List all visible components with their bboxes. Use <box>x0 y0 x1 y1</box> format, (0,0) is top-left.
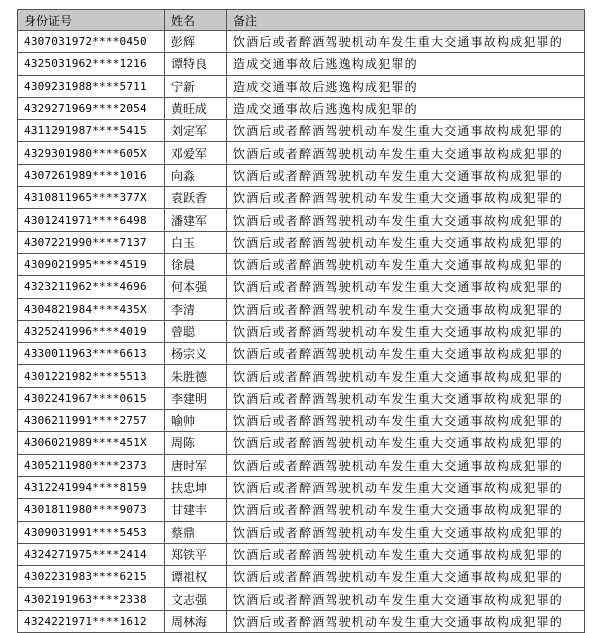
id-cell: 4301221982****5513 <box>18 365 165 387</box>
note-cell: 饮酒后或者醉酒驾驶机动车发生重大交通事故构成犯罪的 <box>227 253 585 275</box>
table-row <box>18 253 585 275</box>
note-cell: 饮酒后或者醉酒驾驶机动车发生重大交通事故构成犯罪的 <box>227 276 585 298</box>
name-cell: 唐时军 <box>165 454 227 476</box>
name-cell: 徐晨 <box>165 253 227 275</box>
table-row <box>18 142 585 164</box>
header-row <box>18 10 585 31</box>
id-cell: 4302231983****6215 <box>18 566 165 588</box>
name-cell: 刘定军 <box>165 120 227 142</box>
id-cell: 4329271969****2054 <box>18 97 165 119</box>
note-cell: 饮酒后或者醉酒驾驶机动车发生重大交通事故构成犯罪的 <box>227 231 585 253</box>
header-note: 备注 <box>227 10 585 31</box>
name-cell: 郑铁平 <box>165 543 227 565</box>
id-cell: 4304821984****435X <box>18 298 165 320</box>
name-cell: 宁新 <box>165 75 227 97</box>
table-row <box>18 298 585 320</box>
table-row <box>18 343 585 365</box>
note-cell: 饮酒后或者醉酒驾驶机动车发生重大交通事故构成犯罪的 <box>227 187 585 209</box>
id-cell: 4323211962****4696 <box>18 276 165 298</box>
name-cell: 向淼 <box>165 164 227 186</box>
table-row <box>18 566 585 588</box>
note-cell: 饮酒后或者醉酒驾驶机动车发生重大交通事故构成犯罪的 <box>227 164 585 186</box>
id-cell: 4307261989****1016 <box>18 164 165 186</box>
note-cell: 饮酒后或者醉酒驾驶机动车发生重大交通事故构成犯罪的 <box>227 610 585 632</box>
table-row <box>18 120 585 142</box>
name-cell: 白玉 <box>165 231 227 253</box>
note-cell: 饮酒后或者醉酒驾驶机动车发生重大交通事故构成犯罪的 <box>227 521 585 543</box>
note-cell: 饮酒后或者醉酒驾驶机动车发生重大交通事故构成犯罪的 <box>227 432 585 454</box>
table-row <box>18 75 585 97</box>
table-header <box>18 10 585 31</box>
name-cell: 杨宗义 <box>165 343 227 365</box>
name-cell: 曾聪 <box>165 320 227 342</box>
name-cell: 文志强 <box>165 588 227 610</box>
note-cell: 饮酒后或者醉酒驾驶机动车发生重大交通事故构成犯罪的 <box>227 543 585 565</box>
table-row <box>18 187 585 209</box>
id-cell: 4309231988****5711 <box>18 75 165 97</box>
table-row <box>18 543 585 565</box>
id-cell: 4311291987****5415 <box>18 120 165 142</box>
table-row <box>18 521 585 543</box>
id-cell: 4307031972****0450 <box>18 31 165 53</box>
table-row <box>18 410 585 432</box>
id-cell: 4307221990****7137 <box>18 231 165 253</box>
note-cell: 饮酒后或者醉酒驾驶机动车发生重大交通事故构成犯罪的 <box>227 120 585 142</box>
note-cell: 饮酒后或者醉酒驾驶机动车发生重大交通事故构成犯罪的 <box>227 365 585 387</box>
id-cell: 4325031962****1216 <box>18 53 165 75</box>
note-cell: 造成交通事故后逃逸构成犯罪的 <box>227 53 585 75</box>
name-cell: 何本强 <box>165 276 227 298</box>
table-row <box>18 588 585 610</box>
name-cell: 袁跃香 <box>165 187 227 209</box>
table-row <box>18 53 585 75</box>
name-cell: 甘建丰 <box>165 499 227 521</box>
id-cell: 4324271975****2414 <box>18 543 165 565</box>
id-cell: 4310811965****377X <box>18 187 165 209</box>
table-row <box>18 610 585 632</box>
id-cell: 4306021989****451X <box>18 432 165 454</box>
record-sheet <box>17 9 584 633</box>
note-cell: 饮酒后或者醉酒驾驶机动车发生重大交通事故构成犯罪的 <box>227 343 585 365</box>
note-cell: 饮酒后或者醉酒驾驶机动车发生重大交通事故构成犯罪的 <box>227 499 585 521</box>
name-cell: 黄旺成 <box>165 97 227 119</box>
note-cell: 饮酒后或者醉酒驾驶机动车发生重大交通事故构成犯罪的 <box>227 209 585 231</box>
name-cell: 扶忠坤 <box>165 476 227 498</box>
table-row <box>18 499 585 521</box>
note-cell: 造成交通事故后逃逸构成犯罪的 <box>227 97 585 119</box>
id-cell: 4325241996****4019 <box>18 320 165 342</box>
id-cell: 4309021995****4519 <box>18 253 165 275</box>
name-cell: 周林海 <box>165 610 227 632</box>
id-cell: 4330011963****6613 <box>18 343 165 365</box>
id-cell: 4306211991****2757 <box>18 410 165 432</box>
name-cell: 李建明 <box>165 387 227 409</box>
name-cell: 李清 <box>165 298 227 320</box>
table-row <box>18 365 585 387</box>
name-cell: 喻帅 <box>165 410 227 432</box>
header-name: 姓名 <box>165 10 227 31</box>
id-cell: 4305211980****2373 <box>18 454 165 476</box>
id-cell: 4301241971****6498 <box>18 209 165 231</box>
note-cell: 饮酒后或者醉酒驾驶机动车发生重大交通事故构成犯罪的 <box>227 410 585 432</box>
note-cell: 饮酒后或者醉酒驾驶机动车发生重大交通事故构成犯罪的 <box>227 31 585 53</box>
name-cell: 谭特良 <box>165 53 227 75</box>
note-cell: 饮酒后或者醉酒驾驶机动车发生重大交通事故构成犯罪的 <box>227 142 585 164</box>
note-cell: 饮酒后或者醉酒驾驶机动车发生重大交通事故构成犯罪的 <box>227 588 585 610</box>
table-row <box>18 31 585 53</box>
id-cell: 4309031991****5453 <box>18 521 165 543</box>
note-cell: 饮酒后或者醉酒驾驶机动车发生重大交通事故构成犯罪的 <box>227 566 585 588</box>
id-cell: 4329301980****605X <box>18 142 165 164</box>
id-cell: 4301811980****9073 <box>18 499 165 521</box>
table-body <box>18 31 585 633</box>
name-cell: 蔡鼎 <box>165 521 227 543</box>
table-row <box>18 276 585 298</box>
header-id-number: 身份证号 <box>18 10 165 31</box>
table-row <box>18 231 585 253</box>
id-cell: 4302241967****0615 <box>18 387 165 409</box>
note-cell: 饮酒后或者醉酒驾驶机动车发生重大交通事故构成犯罪的 <box>227 476 585 498</box>
table-row <box>18 454 585 476</box>
records-table <box>17 9 585 633</box>
note-cell: 饮酒后或者醉酒驾驶机动车发生重大交通事故构成犯罪的 <box>227 387 585 409</box>
table-row <box>18 97 585 119</box>
name-cell: 潘建军 <box>165 209 227 231</box>
id-cell: 4324221971****1612 <box>18 610 165 632</box>
id-cell: 4312241994****8159 <box>18 476 165 498</box>
name-cell: 周陈 <box>165 432 227 454</box>
name-cell: 邓爱军 <box>165 142 227 164</box>
note-cell: 饮酒后或者醉酒驾驶机动车发生重大交通事故构成犯罪的 <box>227 298 585 320</box>
note-cell: 饮酒后或者醉酒驾驶机动车发生重大交通事故构成犯罪的 <box>227 454 585 476</box>
table-row <box>18 432 585 454</box>
table-row <box>18 387 585 409</box>
name-cell: 朱胜德 <box>165 365 227 387</box>
note-cell: 造成交通事故后逃逸构成犯罪的 <box>227 75 585 97</box>
table-row <box>18 209 585 231</box>
name-cell: 彭辉 <box>165 31 227 53</box>
table-row <box>18 476 585 498</box>
name-cell: 谭祖权 <box>165 566 227 588</box>
table-row <box>18 320 585 342</box>
id-cell: 4302191963****2338 <box>18 588 165 610</box>
table-row <box>18 164 585 186</box>
note-cell: 饮酒后或者醉酒驾驶机动车发生重大交通事故构成犯罪的 <box>227 320 585 342</box>
